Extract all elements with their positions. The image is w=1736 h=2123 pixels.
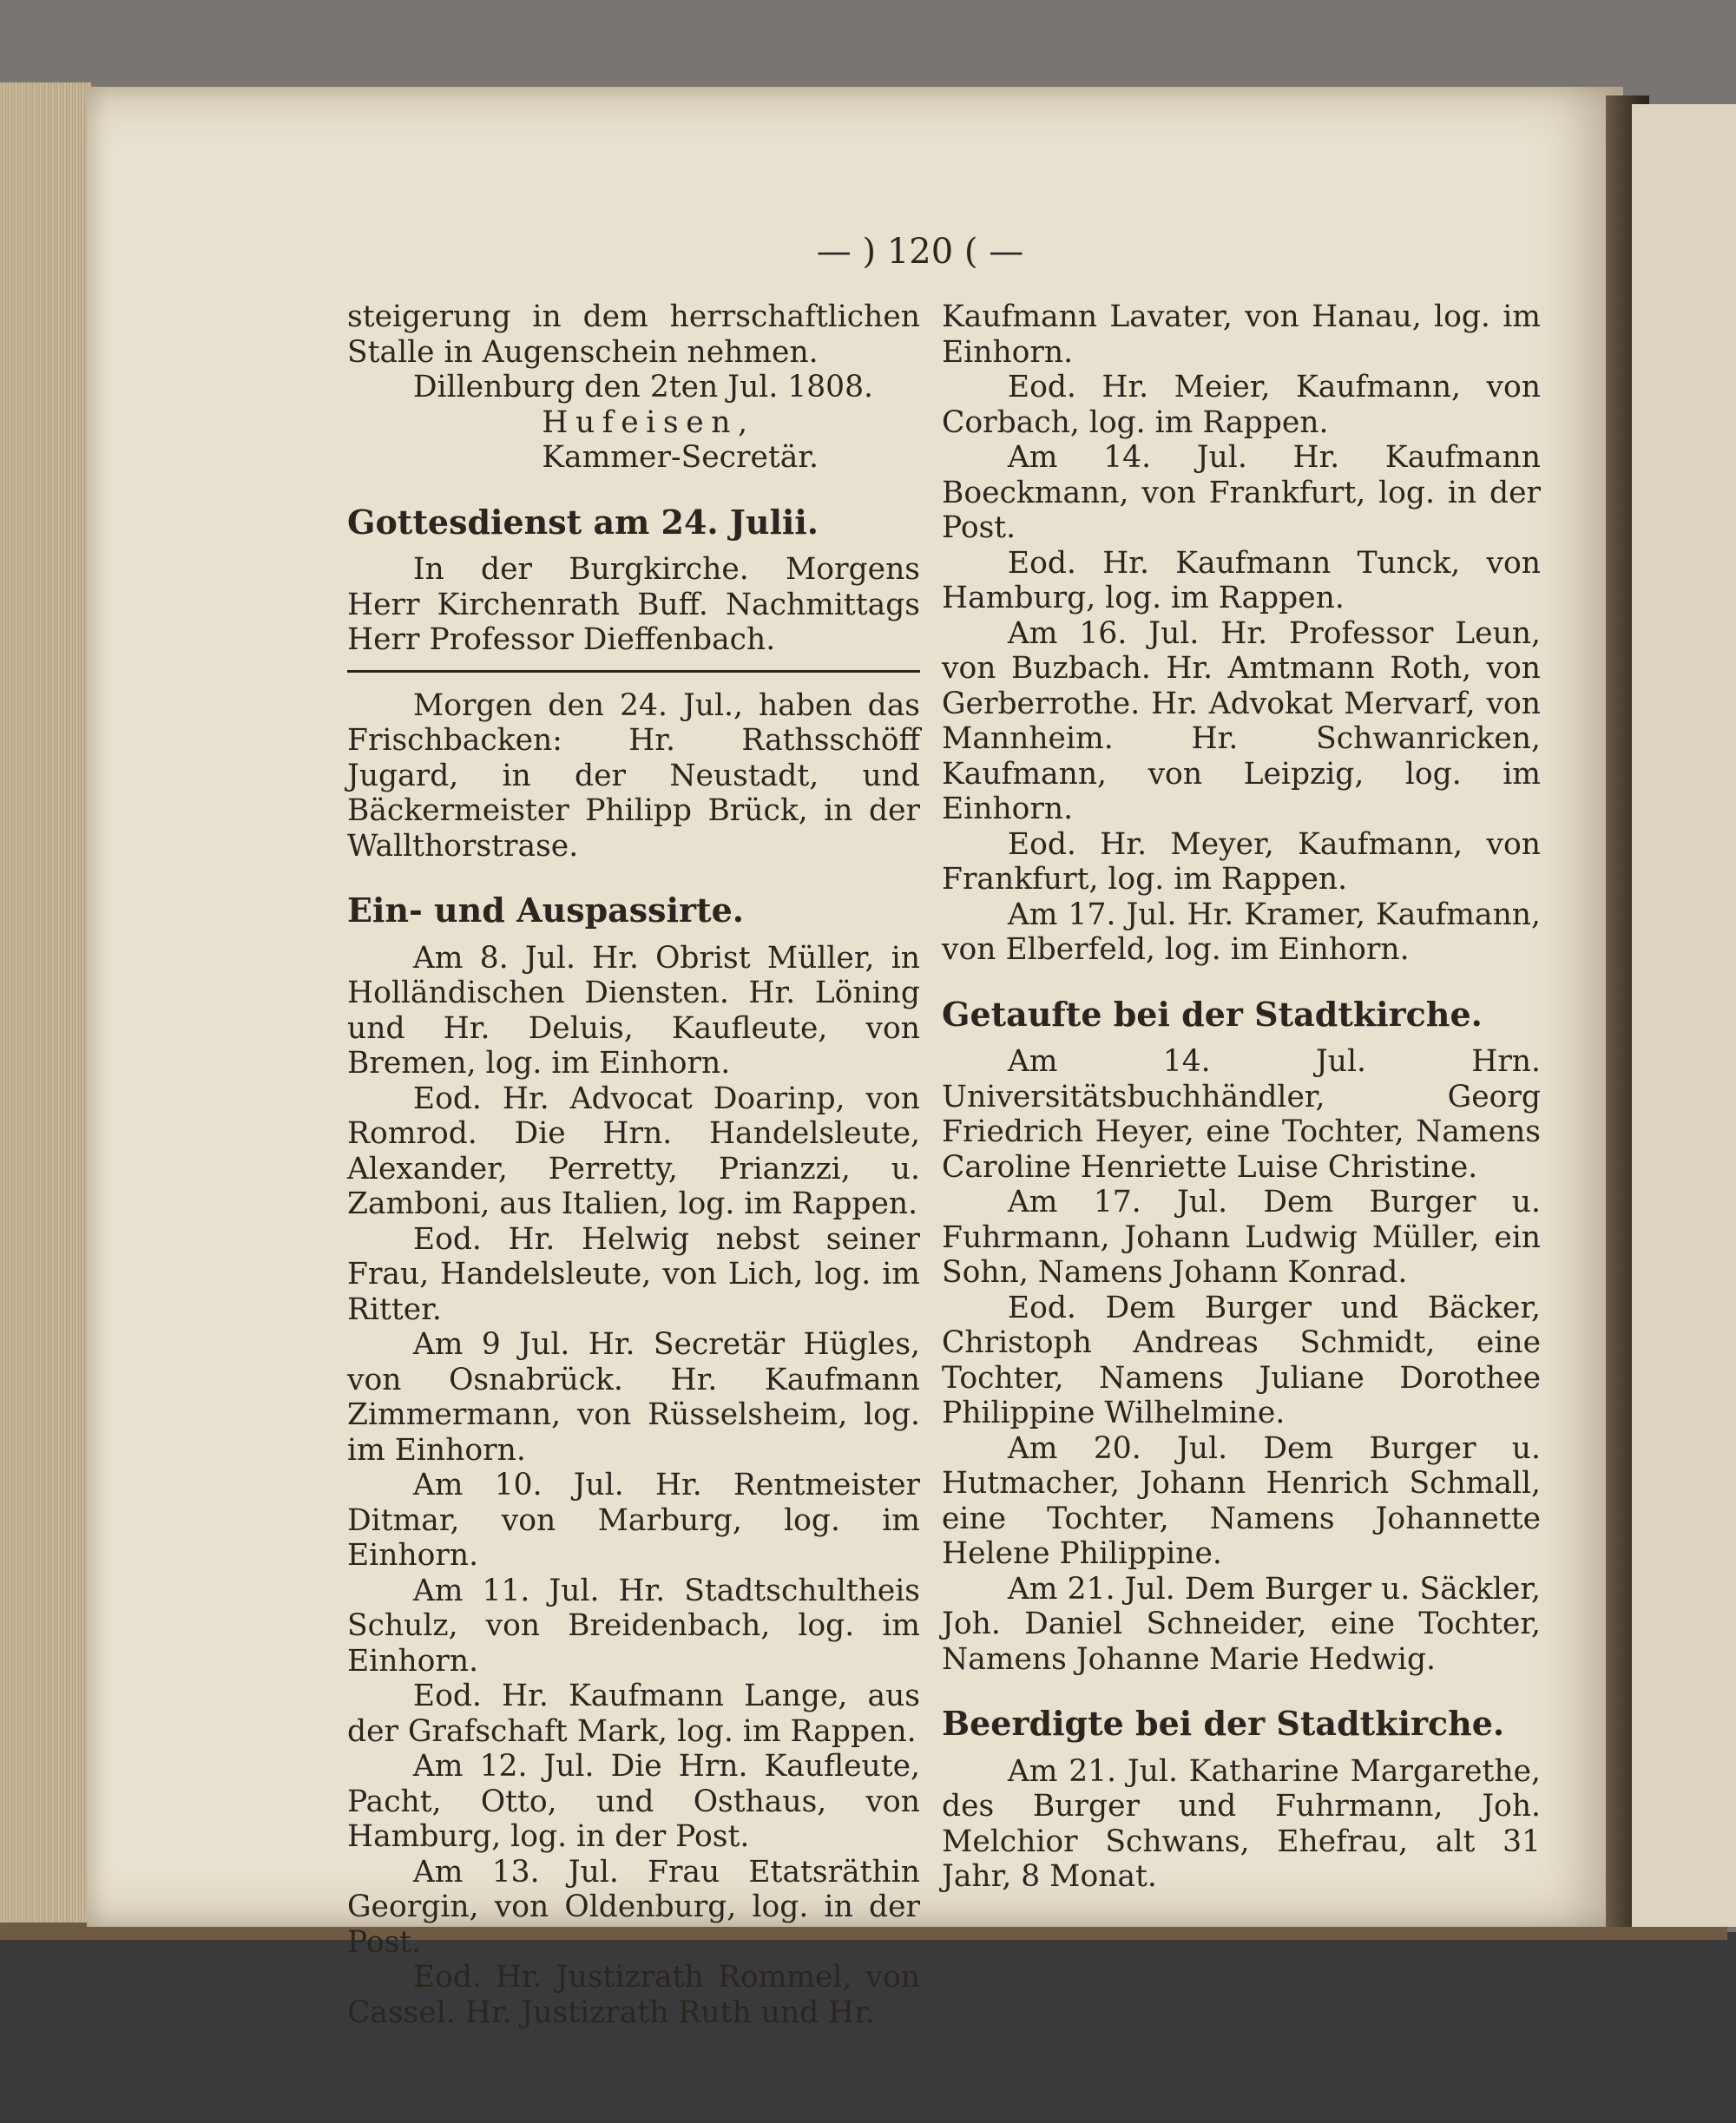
right-column	[942, 299, 1541, 1895]
book-page-edges	[0, 82, 95, 1931]
intro-text: steigerung in dem herrschaftlichen Stalle in Augenschein nehmen.	[347, 299, 920, 370]
list-item: Eod. Hr. Justizrath Rommel, von Cassel. Hr. Justizrath Ruth und Hr.	[347, 1960, 920, 2030]
list-item: Eod. Hr. Meier, Kaufmann, von Corbach, log. im Rappen.	[942, 370, 1541, 440]
list-item: Am 10. Jul. Hr. Rentmeister Ditmar, von Marburg, log. im Einhorn.	[347, 1468, 920, 1573]
facing-page-edge	[1632, 104, 1736, 1927]
list-item: Eod. Hr. Meyer, Kaufmann, von Frankfurt, log. im Rappen.	[942, 826, 1541, 897]
list-item: Am 14. Jul. Hrn. Universitätsbuchhändler, Georg Friedrich Heyer, eine Tochter, Namens Caroline Henriette Luise Christine.	[942, 1044, 1541, 1185]
list-item: Am 12. Jul. Die Hrn. Kaufleute, Pacht, Otto, und Osthaus, von Hamburg, log. in der Post.	[347, 1749, 920, 1854]
gottesdienst-text: In der Burgkirche. Morgens Herr Kirchenrath Buff. Nachmittags Herr Professor Dieffenbach.	[347, 552, 920, 657]
gottesdienst-heading: Gottesdienst am 24. Julii.	[347, 502, 819, 542]
list-item: Eod. Hr. Advocat Doarinp, von Romrod. Die Hrn. Handelsleute, Alexander, Perretty, Prianzzi, u. Zamboni, aus Italien, log. im Rappen.	[347, 1081, 920, 1221]
list-item: Eod. Hr. Kaufmann Tunck, von Hamburg, log. im Rappen.	[942, 545, 1541, 615]
list-item: Am 8. Jul. Hr. Obrist Müller, in Holländischen Diensten. Hr. Löning und Hr. Deluis, Kaufleute, von Bremen, log. im Einhorn.	[347, 940, 920, 1081]
list-item: Am 17. Jul. Hr. Kramer, Kaufmann, von Elberfeld, log. im Einhorn.	[942, 897, 1541, 967]
list-item: Am 13. Jul. Frau Etatsräthin Georgin, von Oldenburg, log. in der Post.	[347, 1854, 920, 1960]
date-line: Dillenburg den 2ten Jul. 1808.	[412, 370, 874, 404]
left-column	[347, 299, 920, 2030]
list-item: Eod. Hr. Kaufmann Lange, aus der Grafschaft Mark, log. im Rappen.	[347, 1679, 920, 1749]
divider-rule	[347, 670, 920, 673]
beerdigte-heading: Beerdigte bei der Stadtkirche.	[942, 1704, 1505, 1743]
list-item: Am 11. Jul. Hr. Stadtschultheis Schulz, von Breidenbach, log. im Einhorn.	[347, 1573, 920, 1679]
list-item: Am 21. Jul. Katharine Margarethe, des Burger und Fuhrmann, Joh. Melchior Schwans, Ehefrau, alt 31 Jahr, 8 Monat.	[942, 1753, 1541, 1894]
signature-name: Hufeisen,	[542, 404, 755, 440]
list-item: Eod. Dem Burger und Bäcker, Christoph Andreas Schmidt, eine Tochter, Namens Juliane Dorothee Philippine Wilhelmine.	[942, 1290, 1541, 1430]
list-item: Am 21. Jul. Dem Burger u. Säckler, Joh. Daniel Schneider, eine Tochter, Namens Johanne Marie Hedwig.	[942, 1571, 1541, 1677]
signature-title: Kammer-Secretär.	[542, 440, 819, 475]
passirte-heading: Ein- und Auspassirte.	[347, 891, 744, 930]
list-item: Am 9 Jul. Hr. Secretär Hügles, von Osnabrück. Hr. Kaufmann Zimmermann, von Rüsselsheim, log. im Einhorn.	[347, 1327, 920, 1468]
list-item: Am 14. Jul. Hr. Kaufmann Boeckmann, von Frankfurt, log. in der Post.	[942, 440, 1541, 545]
list-item: Am 17. Jul. Dem Burger u. Fuhrmann, Johann Ludwig Müller, ein Sohn, Namens Johann Konrad.	[942, 1185, 1541, 1290]
list-item: Am 20. Jul. Dem Burger u. Hutmacher, Johann Henrich Schmall, eine Tochter, Namens Johannette Helene Philippine.	[942, 1430, 1541, 1571]
page-header: — ) 120 ( —	[816, 232, 1024, 272]
frischbacken-text: Morgen den 24. Jul., haben das Frischbacken: Hr. Rathsschöff Jugard, in der Neustadt, und Bäckermeister Philipp Brück, in der Wallthorstrase.	[347, 687, 920, 864]
list-item: Kaufmann Lavater, von Hanau, log. im Einhorn.	[942, 299, 1541, 370]
getaufte-heading: Getaufte bei der Stadtkirche.	[942, 994, 1483, 1034]
list-item: Eod. Hr. Helwig nebst seiner Frau, Handelsleute, von Lich, log. im Ritter.	[347, 1221, 920, 1327]
list-item: Am 16. Jul. Hr. Professor Leun, von Buzbach. Hr. Amtmann Roth, von Gerberrothe. Hr. Advokat Mervarf, von Mannheim. Hr. Schwanricken, Kaufmann, von Leipzig, log. im Einhorn.	[942, 615, 1541, 826]
